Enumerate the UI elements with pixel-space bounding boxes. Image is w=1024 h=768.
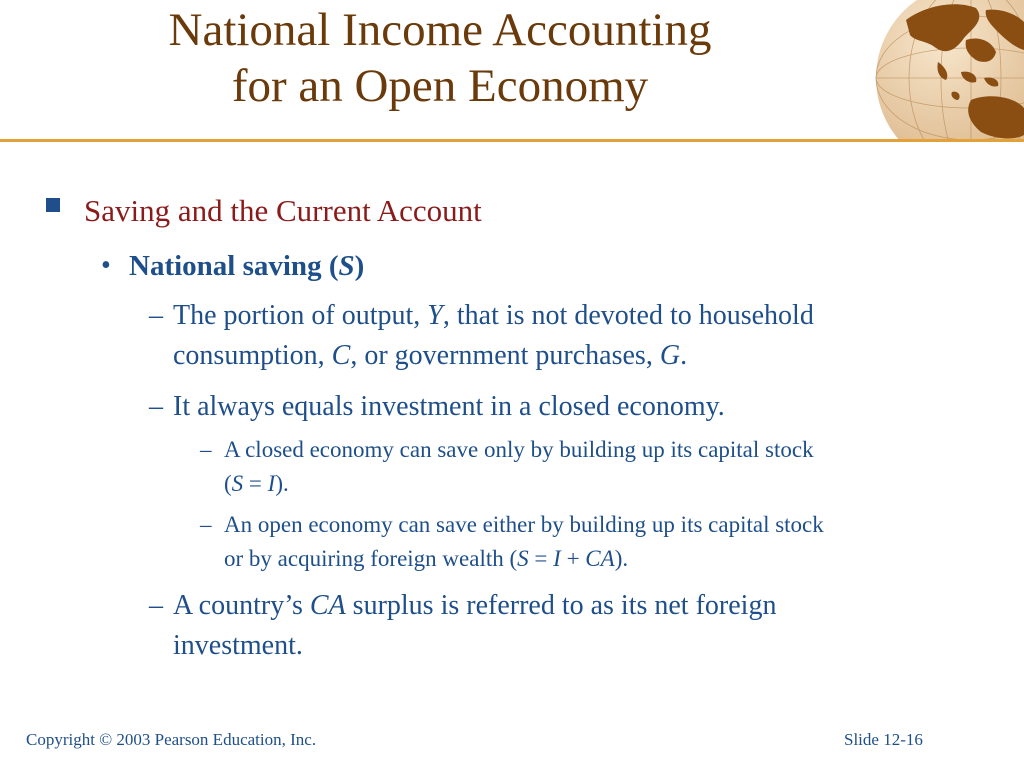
dot-bullet-icon: • [101, 250, 111, 281]
dash-bullet: – [149, 590, 163, 621]
heading-saving-current-account: Saving and the Current Account [84, 193, 482, 228]
closed-economy-statement: It always equals investment in a closed economy. [173, 391, 725, 422]
subheading-national-saving: National saving (S) [129, 250, 365, 282]
slide-title-line-1: National Income Accounting [168, 4, 712, 56]
copyright-notice: Copyright © 2003 Pearson Education, Inc. [26, 730, 317, 749]
open-economy-detail: An open economy can save either by building up its capital stock or by acquiring foreign wealth (S = I + CA). [224, 512, 824, 571]
dash-bullet: – [149, 391, 163, 422]
closed-economy-detail: A closed economy can save only by building up its capital stock (S = I). [224, 437, 814, 496]
dash-bullet: – [200, 437, 212, 462]
slide-number: Slide 12-16 [844, 730, 923, 749]
dash-bullet: – [200, 512, 212, 537]
ca-surplus-statement: A country’s CA surplus is referred to as its net foreign investment. [173, 590, 777, 661]
national-saving-definition: The portion of output, Y, that is not devoted to household consumption, C, or government purchases, G. [173, 300, 814, 371]
dash-bullet: – [149, 300, 163, 331]
square-bullet-icon [46, 198, 60, 212]
slide-title-line-2: for an Open Economy [231, 60, 649, 112]
